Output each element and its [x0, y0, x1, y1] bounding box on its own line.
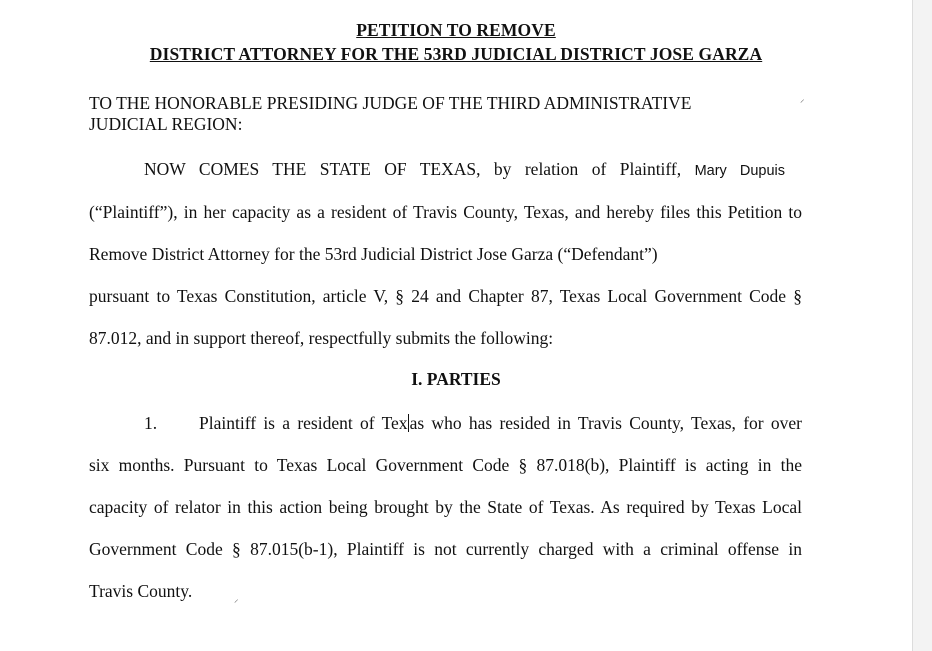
- para-1-text-after-cursor: as who has resided in Travis County, Texas, for over: [409, 413, 802, 433]
- document-title-line-2: DISTRICT ATTORNEY FOR THE 53RD JUDICIAL DISTRICT JOSE GARZA: [149, 44, 763, 64]
- intro-line-2: (“Plaintiff”), in her capacity as a resident of Travis County, Texas, and hereby files this Petition to: [89, 202, 802, 222]
- para-1-line-1: [199, 412, 802, 434]
- intro-text: NOW COMES THE STATE OF TEXAS, by relation of Plaintiff,: [144, 159, 682, 179]
- intro-line-5: 87.012, and in support thereof, respectfully submits the following:: [89, 328, 554, 348]
- address-line-2: JUDICIAL REGION:: [89, 114, 243, 134]
- para-1-number: 1.: [144, 413, 158, 433]
- para-1-line-5: Travis County.: [89, 581, 193, 601]
- para-1-line-2: six months. Pursuant to Texas Local Government Code § 87.018(b), Plaintiff is acting in the: [89, 455, 802, 475]
- para-1-line-3: capacity of relator in this action being brought by the State of Texas. As required by Texas Local: [89, 497, 802, 517]
- intro-line-4: pursuant to Texas Constitution, article V, § 24 and Chapter 87, Texas Local Government Code §: [89, 286, 802, 306]
- intro-line-3: Remove District Attorney for the 53rd Judicial District Jose Garza (“Defendant”): [89, 244, 658, 264]
- address-line-1: TO THE HONORABLE PRESIDING JUDGE OF THE THIRD ADMINISTRATIVE: [89, 93, 692, 113]
- scrollbar-track[interactable]: [912, 0, 932, 651]
- para-1-text-before-cursor: Plaintiff is a resident of Tex: [199, 413, 408, 433]
- intro-line-1: [144, 158, 785, 182]
- para-1-line-4: Government Code § 87.015(b-1), Plaintiff is not currently charged with a criminal offense in: [89, 539, 802, 559]
- section-heading-parties: I. PARTIES: [411, 369, 501, 389]
- document-title-line-1: PETITION TO REMOVE: [356, 20, 556, 40]
- scan-speck: ⸝: [800, 95, 805, 105]
- scan-speck: ⸝: [234, 595, 239, 605]
- plaintiff-name: Mary Dupuis: [694, 163, 786, 179]
